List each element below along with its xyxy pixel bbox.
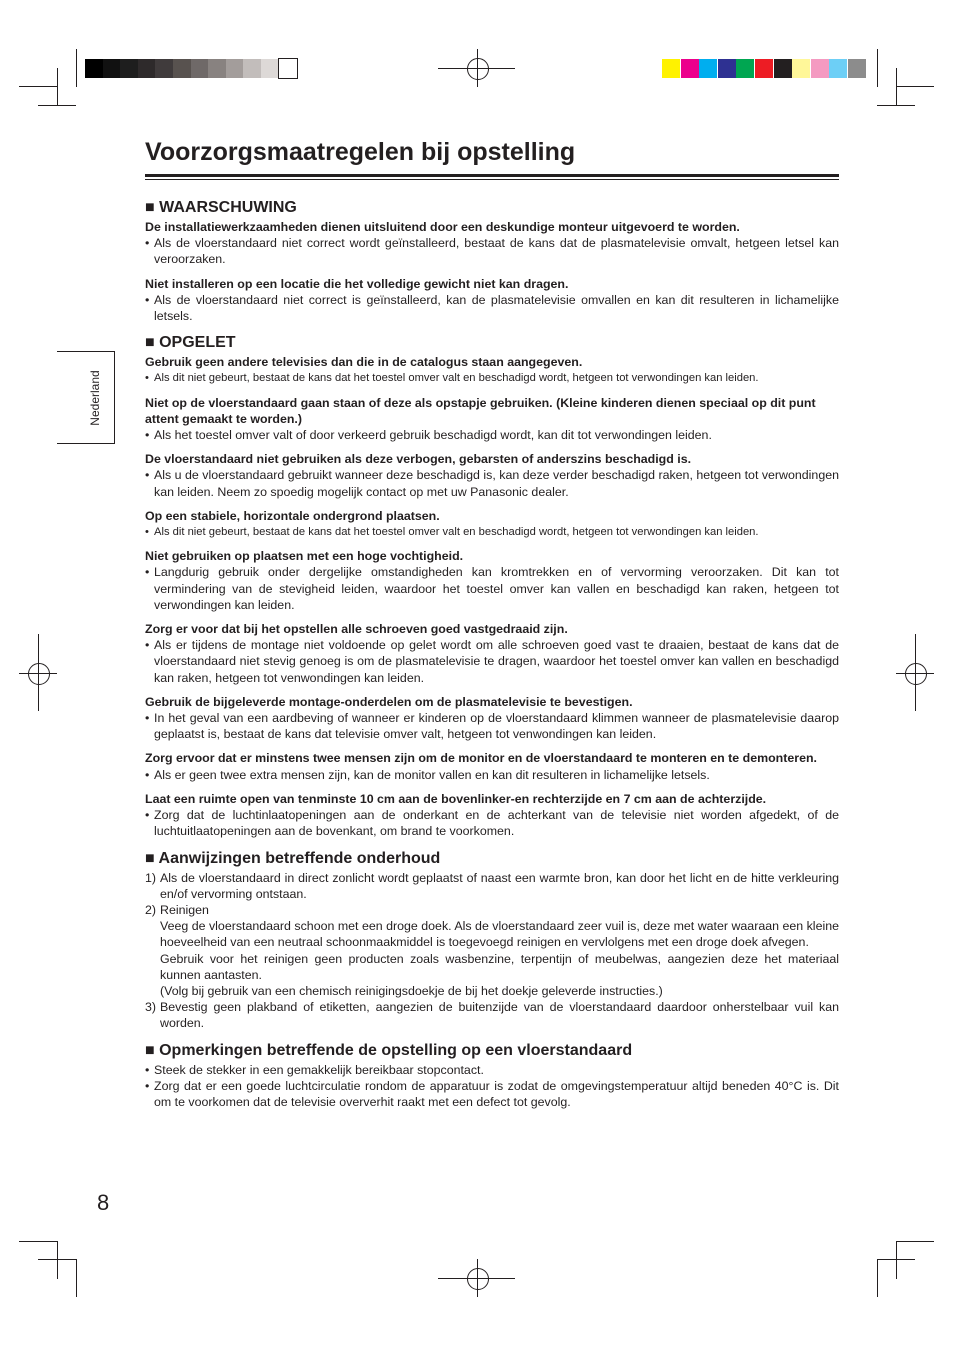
bullet-mark: •: [145, 468, 150, 483]
title-rule-thin: [145, 179, 839, 180]
warning-blocks: [145, 219, 839, 324]
block-spacer: [145, 500, 839, 508]
main-content: [145, 198, 839, 1110]
color-swatch: [279, 59, 297, 78]
caution-section: [145, 333, 839, 839]
instruction-bold: Laat een ruimte open van tenminste 10 cm aan de bovenlinker-en rechterzijde en 7 cm aan de achterzijde.: [145, 791, 767, 806]
bullet-item: [145, 564, 839, 613]
item-number: 3): [145, 1000, 157, 1015]
instruction-block: [145, 548, 839, 613]
page-number: 8: [97, 1190, 110, 1215]
caution-blocks: [145, 354, 839, 839]
instruction-bold: Zorg er voor dat bij het opstellen alle schroeven goed vastgedraaid zijn.: [145, 622, 568, 637]
color-swatch: [718, 59, 736, 78]
color-swatch: [774, 59, 792, 78]
color-swatch: [103, 59, 121, 78]
bullet-item: [145, 807, 839, 839]
maintenance-list: [145, 870, 839, 1032]
bullet-mark: •: [145, 526, 149, 539]
warning-heading: ■ WAARSCHUWING: [145, 199, 297, 216]
instruction-block: [145, 395, 839, 444]
instruction-block: [145, 750, 839, 782]
block-spacer: [145, 540, 839, 548]
bullet-mark: •: [145, 711, 150, 726]
color-swatch: [829, 59, 847, 78]
bullet-mark: •: [145, 1078, 150, 1093]
instruction-bold: Niet op de vloerstandaard gaan staan of deze als opstapje gebruiken. (Kleine kinderen dienen speciaal op dit punt attent gemaakt te worden.): [145, 395, 816, 426]
color-swatch: [120, 59, 138, 78]
color-swatch: [662, 59, 680, 78]
bullet-text: Als de vloerstandaard niet correct wordt geïnstalleerd, bestaat de kans dat de plasmatelevisie omvalt, hetgeen letsel kan veroorzaken.: [154, 236, 839, 267]
bullet-item: [145, 767, 839, 783]
caution-heading: ■ OPGELET: [145, 334, 236, 352]
instruction-bold: Zorg ervoor dat er minstens twee mensen zijn om de monitor en de vloerstandaard te monteren en te demonteren.: [145, 751, 817, 766]
numbered-item: [145, 902, 839, 999]
bullet-text: Zorg dat de luchtinlaatopeningen aan de onderkant en de achterkant van de televisie niet worden afgedekt, of de luchtuitlaatopeningen aan de bovenkant, om brand te voorkomen.: [154, 808, 839, 839]
item-paragraph: (Volg bij gebruik van een chemisch reinigingsdoekje de bij het doekje geleverde instructies.): [160, 983, 663, 998]
bullet-mark: •: [145, 372, 149, 385]
item-number: 1): [145, 870, 157, 885]
instruction-block: [145, 791, 839, 840]
color-swatch: [736, 59, 754, 78]
bullet-item: [145, 235, 839, 267]
instruction-bold: Niet installeren op een locatie die het volledige gewicht niet kan dragen.: [145, 276, 569, 291]
color-swatch: [173, 59, 191, 78]
instruction-block: [145, 219, 839, 268]
color-swatch: [699, 59, 717, 78]
bullet-text: Steek de stekker in een gemakkelijk bereikbaar stopcontact.: [154, 1062, 484, 1077]
block-spacer: [145, 268, 839, 276]
bullet-mark: •: [145, 767, 150, 782]
block-spacer: [145, 387, 839, 395]
bullet-text: Als er tijdens de montage niet voldoende op gelet wordt om alle schroeven goed vast te draaien, bestaat de kans dat de vloerstandaard niet stevig genoeg is om de plasmatelevisie te dragen, waardoor het toestel omver kan vallen en beschadigd kan raken, hetgeen tot venwondingen kan leiden.: [154, 638, 839, 685]
bullet-item: [145, 1062, 839, 1078]
color-swatch: [792, 59, 810, 78]
color-swatch: [811, 59, 829, 78]
item-text: [160, 999, 839, 1031]
block-spacer: [145, 613, 839, 621]
color-swatch: [85, 59, 103, 78]
instruction-block: [145, 621, 839, 686]
item-paragraph: Bevestig geen plakband of etiketten, aangezien de buitenzijde van de vloerstandaard daardoor onherstelbaar vuil kan worden.: [160, 1000, 839, 1031]
bullet-item: [145, 427, 839, 443]
bullet-item: [145, 710, 839, 742]
bullet-item: [145, 637, 839, 686]
bullet-item: [145, 467, 839, 499]
color-swatch: [681, 59, 699, 78]
bullet-item: [145, 1078, 839, 1110]
bullet-mark: •: [145, 1062, 150, 1077]
remarks-list: [145, 1062, 839, 1111]
language-label: Nederland: [88, 370, 102, 426]
bullet-text: Langdurig gebruik onder dergelijke omstandigheden kan kromtrekken en of vervorming veroorzaken. Dit kan tot vermindering van de stevigheid leiden, waardoor het toestel omver kan vallen en beschadigd kan raken, hetgeen tot verwondingen kan leiden.: [154, 565, 839, 612]
bullet-mark: •: [145, 236, 150, 251]
bullet-item: [145, 370, 839, 386]
instruction-block: [145, 508, 839, 540]
title-rule-thick: [145, 174, 839, 177]
remarks-heading: ■ Opmerkingen betreffende de opstelling op een vloerstandaard: [145, 1041, 633, 1059]
color-swatch: [848, 59, 866, 78]
bullet-item: [145, 292, 839, 324]
instruction-block: [145, 276, 839, 325]
color-swatch: [226, 59, 244, 78]
remarks-section: [145, 1041, 839, 1111]
warning-section: [145, 198, 839, 324]
instruction-bold: Op een stabiele, horizontale ondergrond plaatsen.: [145, 508, 440, 523]
item-number: 2): [145, 902, 157, 917]
bullet-text: Zorg dat er een goede luchtcirculatie rondom de apparatuur is zodat de omgevingstemperatuur altijd beneden 40°C is. Dit om te voorkomen dat de televisie oververhit raakt met een defect tot gevolg.: [154, 1078, 839, 1109]
instruction-bold: De installatiewerkzaamheden dienen uitsluitend door een deskundige monteur uitgevoerd te worden.: [145, 220, 740, 234]
item-paragraph: Veeg de vloerstandaard schoon met een droge doek. Als de vloerstandaard zeer vuil is, deze met water waaraan een kleine hoeveelheid van een neutraal schoonmaakmiddel is toegevoegd reinigen en vervlolgens met een droge doek afvegen.: [160, 919, 839, 950]
color-swatch: [155, 59, 173, 78]
bullet-text: In het geval van een aardbeving of wanneer er kinderen op de vloerstandaard klimmen wanneer de plasmatelevisie daarop geplaatst is, bestaat de kans dat televisie omver valt, hetgeen tot venwondingen kan leiden.: [154, 711, 839, 742]
bullet-mark: •: [145, 428, 150, 443]
color-swatch: [261, 59, 279, 78]
item-text: [160, 902, 839, 999]
language-side-tab: [57, 351, 115, 444]
page-title: Voorzorgsmaatregelen bij opstelling: [145, 138, 576, 166]
color-swatch: [208, 59, 226, 78]
instruction-bold: Gebruik geen andere televisies dan die in de catalogus staan aangegeven.: [145, 355, 583, 370]
block-spacer: [145, 742, 839, 750]
bullet-mark: •: [145, 292, 150, 307]
instruction-block: [145, 451, 839, 500]
bullet-text: Als dit niet gebeurt, bestaat de kans dat het toestel omver valt en beschadigd wordt, hetgeen tot verwondingen kan leiden.: [154, 526, 759, 539]
bullet-text: Als het toestel omver valt of door verkeerd gebruik beschadigd wordt, kan dit tot verwondingen leiden.: [154, 428, 712, 443]
numbered-item: [145, 870, 839, 902]
maintenance-section: [145, 849, 839, 1032]
color-swatch: [755, 59, 773, 78]
maintenance-heading: ■ Aanwijzingen betreffende onderhoud: [145, 849, 441, 867]
color-swatch: [138, 59, 156, 78]
bullet-text: Als u de vloerstandaard gebruikt wanneer deze beschadigd is, kan deze verder beschadigd raken, hetgeen tot verwondingen kan leiden. Neem zo spoedig mogelijk contact op met uw Panasonic dealer.: [154, 468, 839, 499]
bullet-mark: •: [145, 808, 150, 823]
instruction-block: [145, 354, 839, 386]
block-spacer: [145, 783, 839, 791]
item-paragraph: Reinigen: [160, 902, 209, 917]
color-swatch: [191, 59, 209, 78]
block-spacer: [145, 443, 839, 451]
bullet-item: [145, 524, 839, 540]
item-text: [160, 870, 839, 902]
instruction-bold: Niet gebruiken op plaatsen met een hoge vochtigheid.: [145, 549, 464, 564]
color-swatch: [243, 59, 261, 78]
item-paragraph: Als de vloerstandaard in direct zonlicht wordt geplaatst of naast een warmte bron, kan door het licht en de hitte verkleuring en/of vervorming ontstaan.: [160, 870, 839, 901]
instruction-bold: De vloerstandaard niet gebruiken als deze verbogen, gebarsten of anderszins beschadigd is.: [145, 452, 692, 467]
block-spacer: [145, 686, 839, 694]
bullet-text: Als de vloerstandaard niet correct is geïnstalleerd, kan de plasmatelevisie omvallen en kan dit resulteren in lichamelijke letsels.: [154, 292, 839, 324]
instruction-bold: Gebruik de bijgeleverde montage-onderdelen om de plasmatelevisie te bevestigen.: [145, 694, 633, 709]
numbered-item: [145, 999, 839, 1031]
item-paragraph: Gebruik voor het reinigen geen producten zoals wasbenzine, terpentijn of meubelwas, aangezien deze het materiaal kunnen aantasten.: [160, 951, 839, 982]
bullet-mark: •: [145, 565, 150, 580]
bullet-text: Als dit niet gebeurt, bestaat de kans dat het toestel omver valt en beschadigd wordt, hetgeen tot verwondingen kan leiden.: [154, 372, 759, 385]
bullet-text: Als er geen twee extra mensen zijn, kan de monitor vallen en kan dit resulteren in lichamelijke letsels.: [154, 767, 710, 782]
instruction-block: [145, 694, 839, 743]
bullet-mark: •: [145, 638, 150, 653]
